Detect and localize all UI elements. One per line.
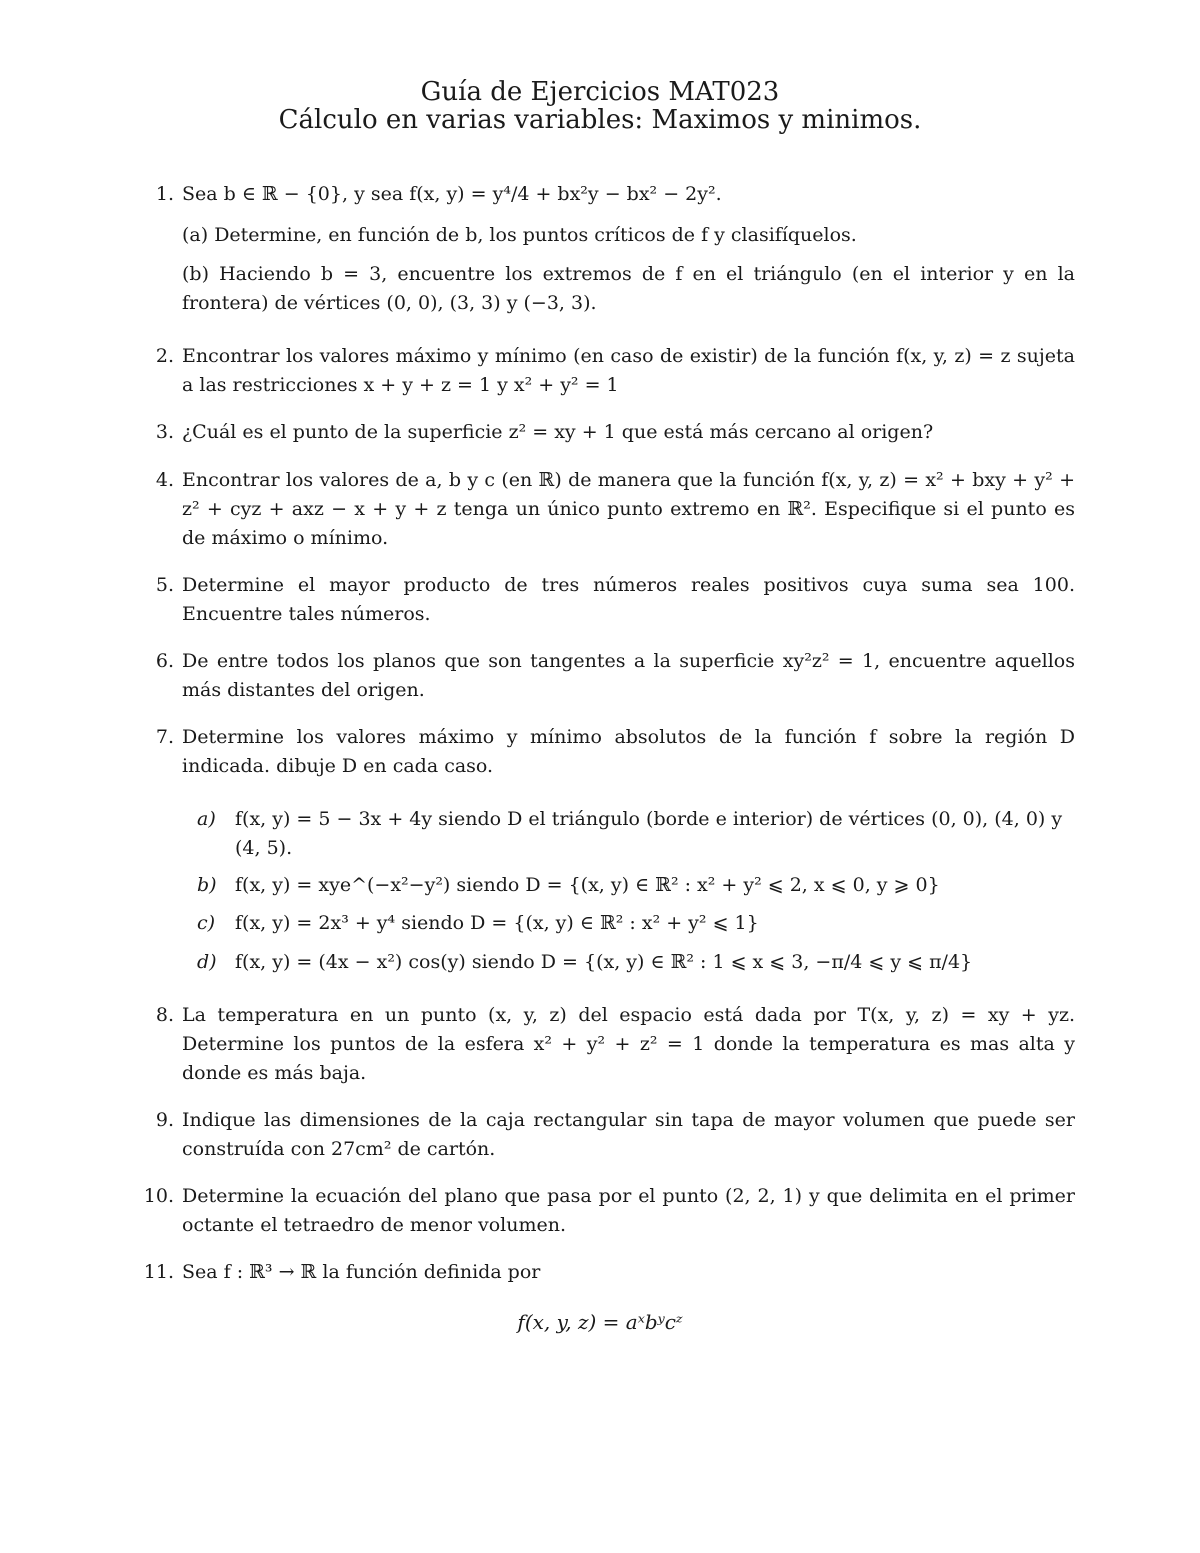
exercise-7d [197,948,1077,977]
part-label: c) [197,912,216,934]
exercise-number: 6. [155,650,174,672]
part-label: d) [197,951,217,973]
exercise-number: 5. [155,574,174,596]
exercise-number: 10. [143,1185,174,1207]
exercise-text: ¿Cuál es el punto de la superficie z² = xy + 1 que está más cercano al origen? [182,421,934,443]
exercise-text: De entre todos los planos que son tangentes a la superficie xy²z² = 1, encuentre aquellos más distantes del origen. [182,650,1075,701]
exercise-5 [140,571,1075,629]
part-text: f(x, y) = 5 − 3x + 4y siendo D el triángulo (borde e interior) de vértices (0, 0), (4, 0) y (4, 5). [235,808,1063,859]
exercise-text: Indique las dimensiones de la caja rectangular sin tapa de mayor volumen que puede ser construída con 27cm² de cartón. [182,1109,1075,1160]
part-text: f(x, y) = xye^(−x²−y²) siendo D = {(x, y) ∈ ℝ² : x² + y² ⩽ 2, x ⩽ 0, y ⩾ 0} [235,874,940,896]
exercise-7 [140,723,1075,781]
exercise-number: 8. [155,1004,174,1026]
exercise-9 [140,1106,1075,1164]
exercise-text: Determine el mayor producto de tres números reales positivos cuya suma sea 100. Encuentre tales números. [182,574,1075,625]
exercise-number: 2. [155,345,174,367]
exercise-text: La temperatura en un punto (x, y, z) del espacio está dada por T(x, y, z) = xy + yz. Determine los puntos de la esfera x² + y² + z² = 1 donde la temperatura es mas alta y donde es más baja. [182,1004,1075,1084]
exercise-text: Sea b ∈ ℝ − {0}, y sea f(x, y) = y⁴/4 + bx²y − bx² − 2y². [182,183,722,205]
part-text: f(x, y) = 2x³ + y⁴ siendo D = {(x, y) ∈ ℝ² : x² + y² ⩽ 1} [235,912,759,934]
exercise-3 [140,418,1075,447]
exercise-number: 1. [155,183,174,205]
exercise-part: (a) Determine, en función de b, los puntos críticos de f y clasifíquelos. [182,224,857,246]
exercise-7b [197,871,1077,900]
exercise-11 [140,1258,1075,1287]
exercise-text: Determine los valores máximo y mínimo absolutos de la función f sobre la región D indicada. dibuje D en cada caso. [182,726,1075,777]
exercise-4 [140,466,1075,553]
part-text: f(x, y) = (4x − x²) cos(y) siendo D = {(x, y) ∈ ℝ² : 1 ⩽ x ⩽ 3, −π/4 ⩽ y ⩽ π/4} [235,951,973,973]
page-subtitle: Cálculo en varias variables: Maximos y minimos. [278,105,922,135]
exercise-11-formula: f(x, y, z) = aˣbʸcᶻ [517,1310,683,1334]
exercise-text: Sea f : ℝ³ → ℝ la función definida por [182,1261,541,1283]
exercise-number: 9. [155,1109,174,1131]
exercise-number: 4. [155,469,174,491]
exercise-number: 7. [155,726,174,748]
exercise-text: Encontrar los valores de a, b y c (en ℝ) de manera que la función f(x, y, z) = x² + bxy + y² + z² + cyz + axz − x + y + z tenga un único punto extremo en ℝ². Especifique si el punto es de máximo o mínimo. [182,469,1075,549]
part-label: b) [197,874,217,896]
exercise-1 [140,180,1075,318]
exercise-number: 11. [143,1261,174,1283]
exercise-text: Determine la ecuación del plano que pasa por el punto (2, 2, 1) y que delimita en el primer octante el tetraedro de menor volumen. [182,1185,1075,1236]
part-label: a) [197,808,216,830]
page-title: Guía de Ejercicios MAT023 [420,77,780,107]
exercise-7c [197,909,1077,938]
exercise-2 [140,342,1075,400]
exercise-10 [140,1182,1075,1240]
exercise-part: (b) Haciendo b = 3, encuentre los extremos de f en el triángulo (en el interior y en la frontera) de vértices (0, 0), (3, 3) y (−3, 3). [182,263,1075,314]
exercise-text: Encontrar los valores máximo y mínimo (en caso de existir) de la función f(x, y, z) = z sujeta a las restricciones x + y + z = 1 y x² + y² = 1 [182,345,1075,396]
exercise-7a [197,805,1077,863]
exercise-number: 3. [155,421,174,443]
exercise-8 [140,1001,1075,1088]
exercise-6 [140,647,1075,705]
